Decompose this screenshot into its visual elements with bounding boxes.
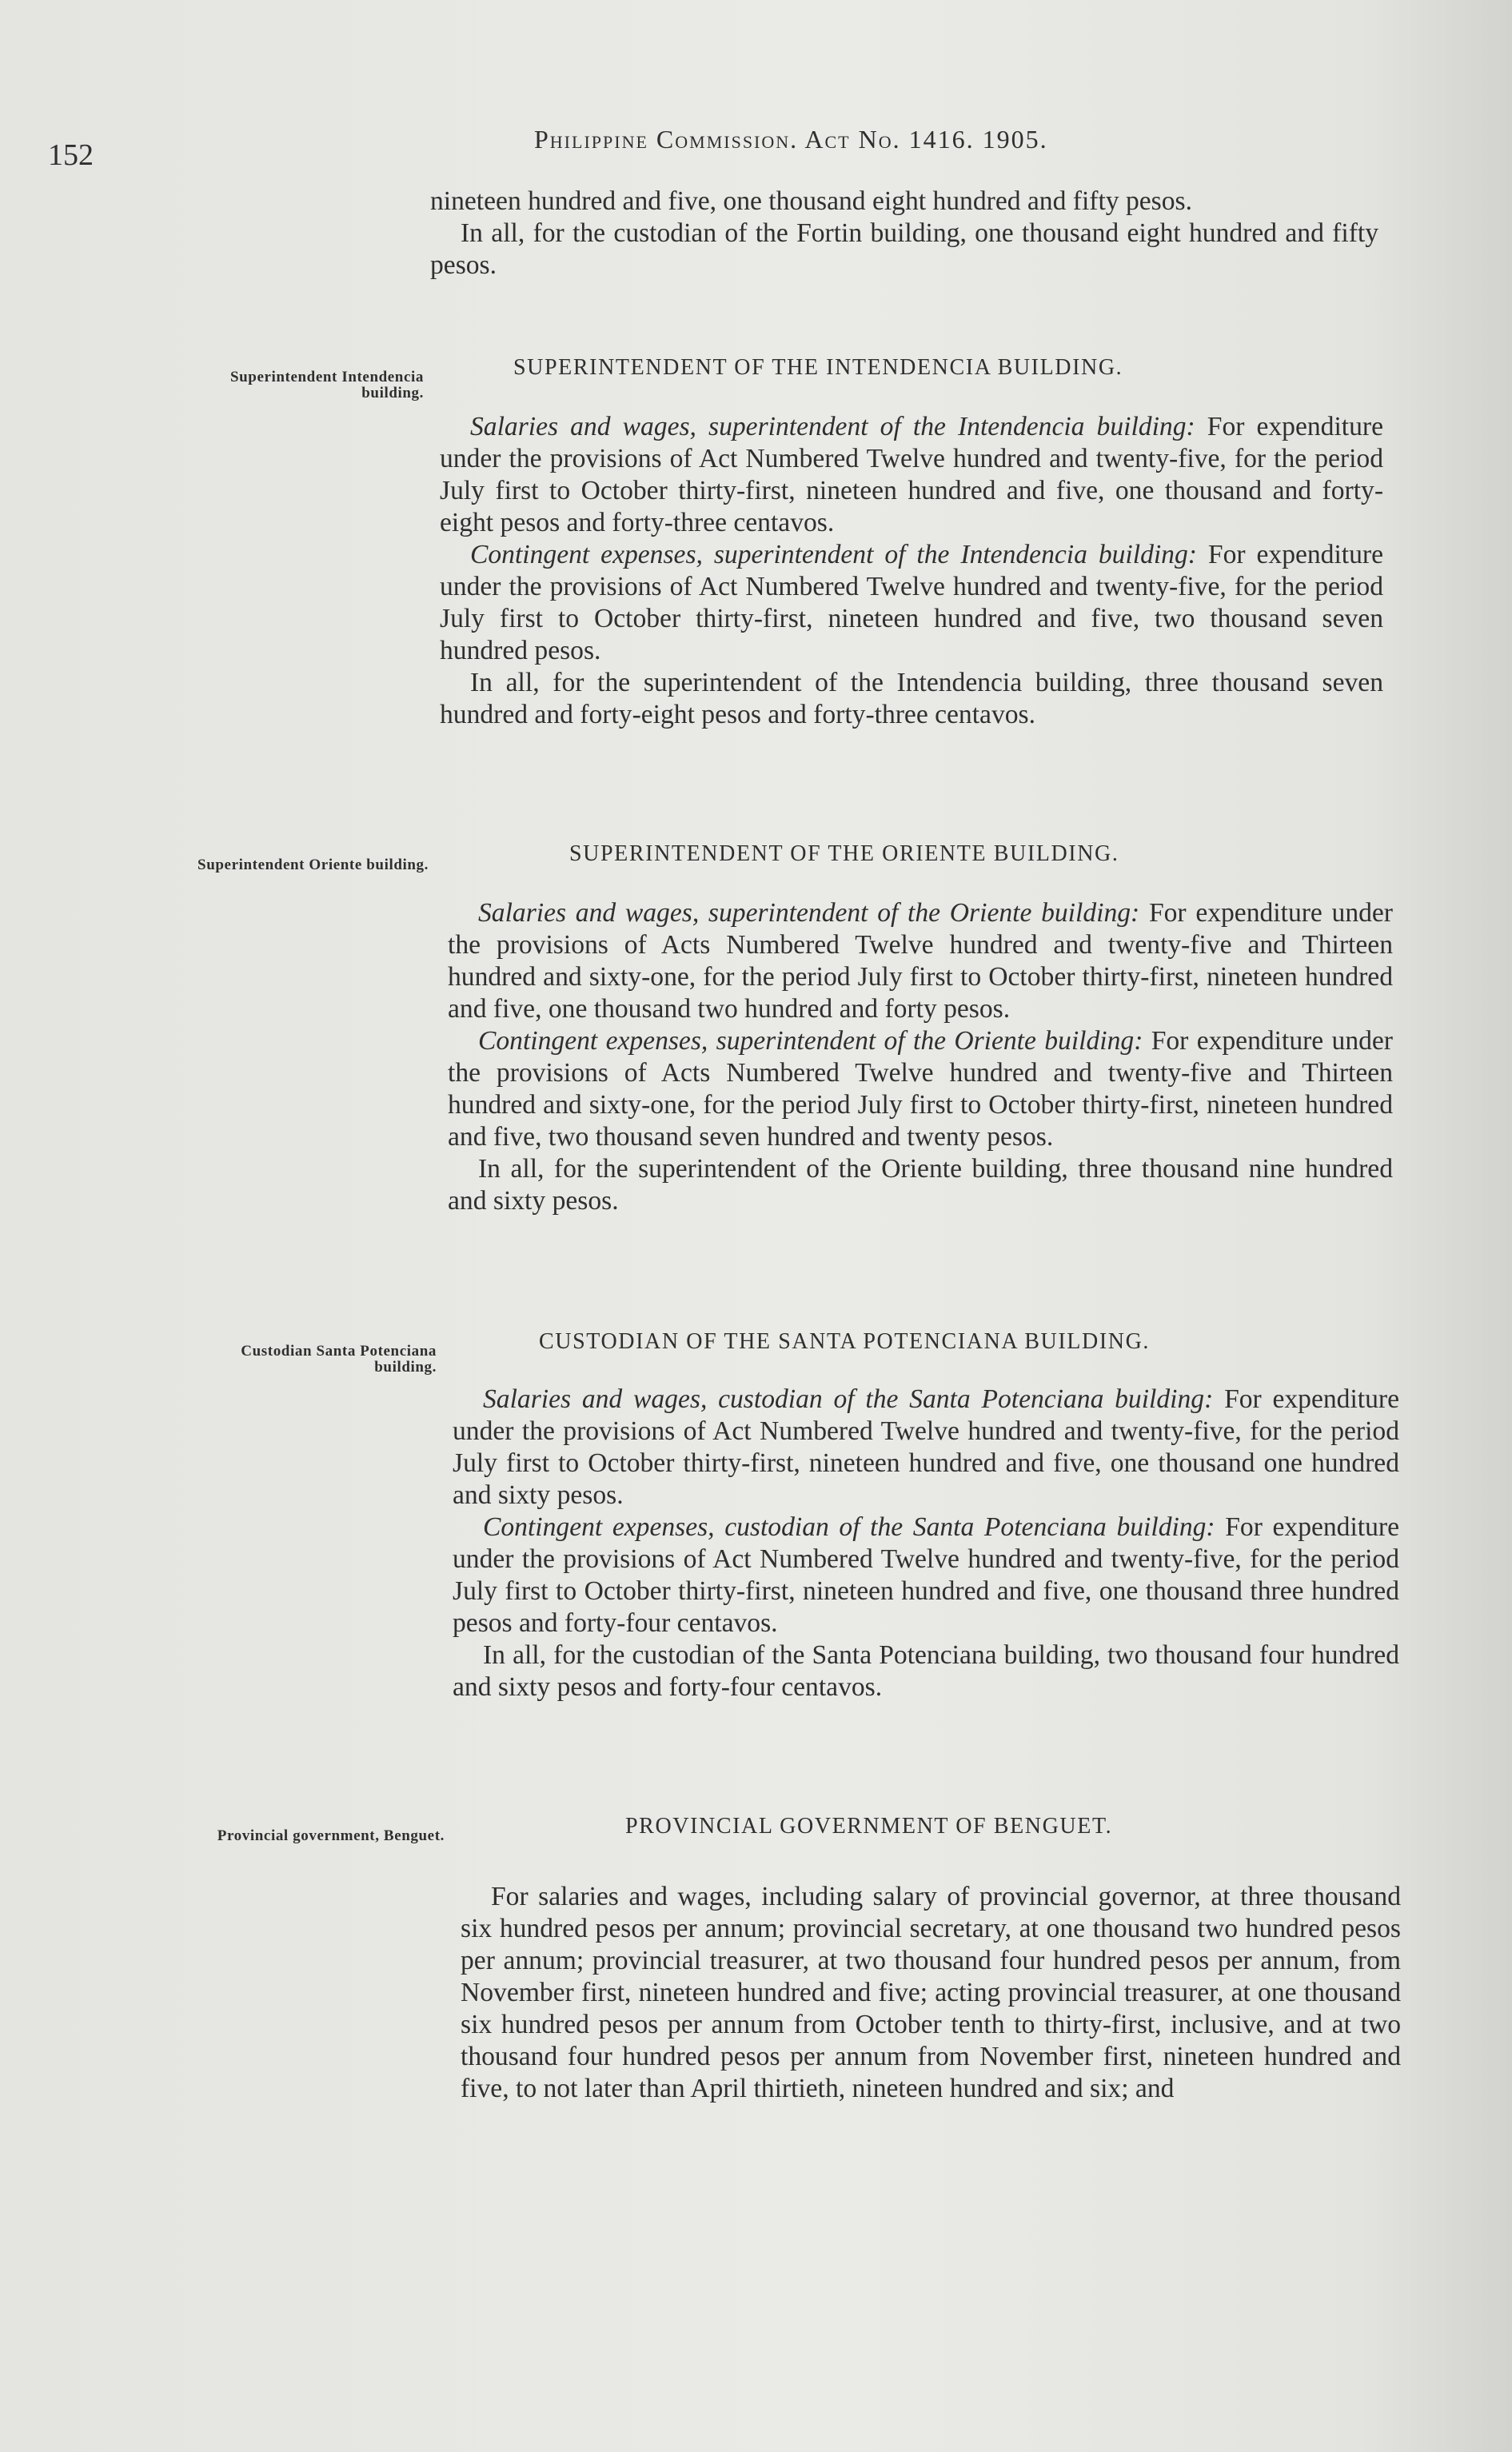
side-note-santa-potenciana: Custodian Santa Potenciana building. xyxy=(241,1343,437,1376)
paragraph-label: Contingent expenses, superintendent of the Oriente building: xyxy=(478,1026,1143,1056)
section-body-santa-potenciana xyxy=(453,1384,1399,1703)
paragraph-text: For expenditure under the provisions of Act Numbered Twelve hundred and twenty-five, for the period July first to October thirty-first, nineteen hundred and five, one thousand one hundred and sixty pesos. xyxy=(453,1384,1399,1510)
paragraph-label: Salaries and wages, superintendent of the Intendencia building: xyxy=(470,412,1195,441)
side-note-benguet: Provincial government, Benguet. xyxy=(217,1827,445,1844)
benguet-paragraph: For salaries and wages, including salary of provincial governor, at three thousand six hundred pesos per annum; provincial secretary, at one thousand two hundred pesos per annum; provincial treasurer, at two thousand four hundred pesos per annum, from November first, nineteen hundred and five; acting provincial treasurer, at one thousand six hundred pesos per annum from October tenth to thirty-first, inclusive, and at two thousand four hundred pesos per annum from November first, nineteen hundred and five, to not later than April thirtieth, nineteen hundred and six; and xyxy=(461,1882,1401,2103)
paragraph-label: Contingent expenses, custodian of the Santa Potenciana building: xyxy=(483,1512,1215,1542)
intro-block xyxy=(430,186,1378,282)
intro-paragraph: nineteen hundred and five, one thousand eight hundred and fifty pesos. xyxy=(430,186,1192,216)
side-note-oriente: Superintendent Oriente building. xyxy=(197,857,429,873)
intro-total: In all, for the custodian of the Fortin building, one thousand eight hundred and fifty pesos. xyxy=(430,218,1378,280)
paragraph-text: For expenditure under the provisions of Acts Numbered Twelve hundred and twenty-five and Thirteen hundred and sixty-one, for the period July first to October thirty-first, nineteen hundred and five, two thousand seven hundred and twenty pesos. xyxy=(448,1026,1393,1152)
salaries-paragraph xyxy=(440,411,1383,539)
section-heading-oriente: SUPERINTENDENT OF THE ORIENTE BUILDING. xyxy=(569,841,1119,866)
contingent-paragraph xyxy=(453,1512,1399,1639)
contingent-paragraph xyxy=(448,1025,1393,1153)
contingent-paragraph xyxy=(440,539,1383,667)
section-heading-benguet: PROVINCIAL GOVERNMENT OF BENGUET. xyxy=(625,1814,1113,1839)
section-total: In all, for the superintendent of the Oriente building, three thousand nine hundred and sixty pesos. xyxy=(448,1154,1393,1216)
section-total: In all, for the custodian of the Santa Potenciana building, two thousand four hundred and sixty pesos and forty-four centavos. xyxy=(453,1640,1399,1702)
section-body-benguet xyxy=(461,1881,1401,2105)
paragraph-text: For expenditure under the provisions of Act Numbered Twelve hundred and twenty-five, for the period July first to October thirty-first, nineteen hundred and five, two thousand seven hundred pesos. xyxy=(440,540,1383,665)
salaries-paragraph xyxy=(448,897,1393,1025)
paragraph-label: Contingent expenses, superintendent of the Intendencia building: xyxy=(470,540,1197,569)
section-body-oriente xyxy=(448,897,1393,1217)
section-total: In all, for the superintendent of the Intendencia building, three thousand seven hundred and forty-eight pesos and forty-three centavos. xyxy=(440,668,1383,729)
salaries-paragraph xyxy=(453,1384,1399,1512)
section-heading-santa-potenciana: CUSTODIAN OF THE SANTA POTENCIANA BUILDING. xyxy=(539,1329,1150,1354)
paragraph-label: Salaries and wages, superintendent of the Oriente building: xyxy=(478,898,1140,928)
page-number: 152 xyxy=(48,138,94,172)
running-head: Philippine Commission. Act No. 1416. 1905. xyxy=(534,125,1048,154)
paragraph-text: For expenditure under the provisions of Act Numbered Twelve hundred and twenty-five, for the period July first to October thirty-first, nineteen hundred and five, one thousand and forty-eight pesos and forty-three centavos. xyxy=(440,412,1383,537)
paragraph-label: Salaries and wages, custodian of the Santa Potenciana building: xyxy=(483,1384,1214,1414)
paragraph-text: For expenditure under the provisions of Acts Numbered Twelve hundred and twenty-five and Thirteen hundred and sixty-one, for the period July first to October thirty-first, nineteen hundred and five, one thousand two hundred and forty pesos. xyxy=(448,898,1393,1024)
section-body-intendencia xyxy=(440,411,1383,731)
side-note-intendencia: Superintendent Intendencia building. xyxy=(229,369,424,401)
section-heading-intendencia: SUPERINTENDENT OF THE INTENDENCIA BUILDING. xyxy=(513,355,1123,380)
paragraph-text: For expenditure under the provisions of Act Numbered Twelve hundred and twenty-five, for the period July first to October thirty-first, nineteen hundred and five, one thousand three hundred pesos and forty-four centavos. xyxy=(453,1512,1400,1638)
